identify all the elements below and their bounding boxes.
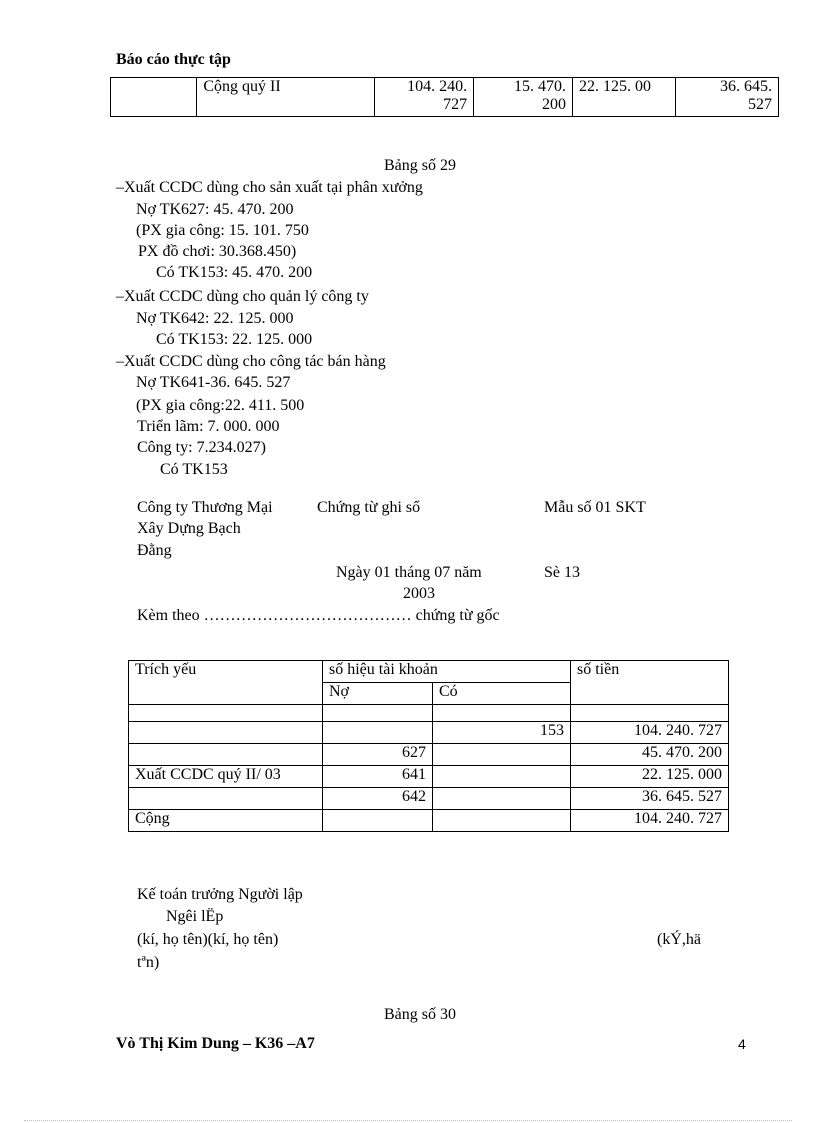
entry-line: (PX gia công: 15. 101. 750 (136, 222, 309, 239)
value-2b: 200 (541, 96, 566, 113)
signature-note-right: (kÝ,hä (657, 931, 701, 948)
entry-line: Nợ TK627: 45. 470. 200 (136, 201, 294, 218)
quarter-total-table (110, 77, 779, 117)
entry-line: (PX gia công:22. 411. 500 (136, 397, 305, 414)
company-name-line2: Xây Dựng Bạch (137, 520, 241, 537)
cell-so-tien: 36. 645. 527 (571, 788, 729, 810)
entry-line: Có TK153: 22. 125. 000 (156, 331, 313, 348)
table-caption-29: Bảng số 29 (384, 157, 456, 174)
table-row (129, 788, 729, 810)
company-name-line3: Đằng (137, 542, 172, 559)
cell-co: 153 (433, 722, 571, 744)
cell-so-tien: 22. 125. 000 (571, 766, 729, 788)
attachment-dots: ………………………………… (203, 607, 412, 624)
cell-so-tien: 104. 240. 727 (571, 722, 729, 744)
value-1b: 727 (443, 96, 468, 113)
signature-garbled: Ngêi lËp (166, 908, 224, 925)
table-caption-30: Bảng số 30 (384, 1006, 456, 1023)
entry-line: PX đồ chơi: 30.368.450) (138, 243, 297, 260)
value-1a: 104. 240. (407, 78, 468, 95)
cell-so-tien: 104. 240. 727 (571, 810, 729, 832)
voucher-year: 2003 (403, 585, 435, 602)
attachment-label: Kèm theo (137, 607, 200, 624)
value-4a: 36. 645. (720, 78, 772, 95)
table-row (129, 766, 729, 788)
form-number: Mẫu số 01 SKT (544, 499, 646, 516)
table-row (129, 810, 729, 832)
signature-titles: Kế toán trưởng Người lập (137, 886, 303, 903)
entry-line: Có TK153 (160, 461, 228, 478)
page-number: 4 (738, 1036, 746, 1052)
quarter-label: Cộng quý II (197, 78, 375, 117)
cell-no: 641 (323, 766, 433, 788)
entry-line: –Xuất CCDC dùng cho sản xuất tại phân xưởng (116, 179, 423, 196)
cell-so-tien: 45. 470. 200 (571, 744, 729, 766)
attachment-line (137, 606, 500, 626)
value-2a: 15. 470. (513, 78, 566, 95)
page-edge-divider (24, 1120, 792, 1121)
table-row (129, 744, 729, 766)
entry-line: Có TK153: 45. 470. 200 (156, 264, 313, 281)
value-4b: 527 (748, 96, 772, 113)
footer-author: Vò Thị Kim Dung – K36 –A7 (116, 1035, 315, 1052)
entry-line: –Xuất CCDC dùng cho công tác bán hàng (116, 353, 386, 370)
header-trich-yeu: Trích yếu (129, 661, 323, 705)
table-row (129, 705, 729, 722)
entry-line: Nợ TK642: 22. 125. 000 (136, 310, 294, 327)
voucher-date: Ngày 01 tháng 07 năm (336, 564, 482, 581)
header-so-tien: số tiền (571, 661, 729, 705)
voucher-number: Sè 13 (544, 564, 580, 581)
cell-no: 627 (323, 744, 433, 766)
journal-voucher-table (128, 660, 729, 832)
header-no: Nợ (323, 683, 433, 705)
entry-line: –Xuất CCDC dùng cho quản lý công ty (116, 288, 369, 305)
entry-line: Công ty: 7.234.027) (137, 439, 266, 456)
report-title: Báo cáo thực tập (116, 51, 231, 68)
table-row (129, 722, 729, 744)
table-header-row (129, 661, 729, 683)
signature-note: (kí, họ tên)(kí, họ tên) (137, 931, 279, 948)
company-name: Công ty Thương Mại (137, 499, 273, 516)
signature-note-cont: tªn) (137, 954, 160, 971)
cell-trich-yeu: Xuất CCDC quý II/ 03 (129, 766, 323, 788)
value-3: 22. 125. 00 (572, 78, 675, 117)
voucher-title: Chứng từ ghi sổ (317, 499, 421, 516)
header-so-hieu: số hiệu tài khoản (323, 661, 571, 683)
entry-line: Triển lãm: 7. 000. 000 (137, 418, 280, 435)
attachment-end: chứng từ gốc (415, 607, 500, 624)
header-co: Có (433, 683, 571, 705)
table-row (111, 78, 779, 117)
cell-trich-yeu: Cộng (129, 810, 323, 832)
cell-no: 642 (323, 788, 433, 810)
entry-line: Nợ TK641-36. 645. 527 (136, 374, 291, 391)
